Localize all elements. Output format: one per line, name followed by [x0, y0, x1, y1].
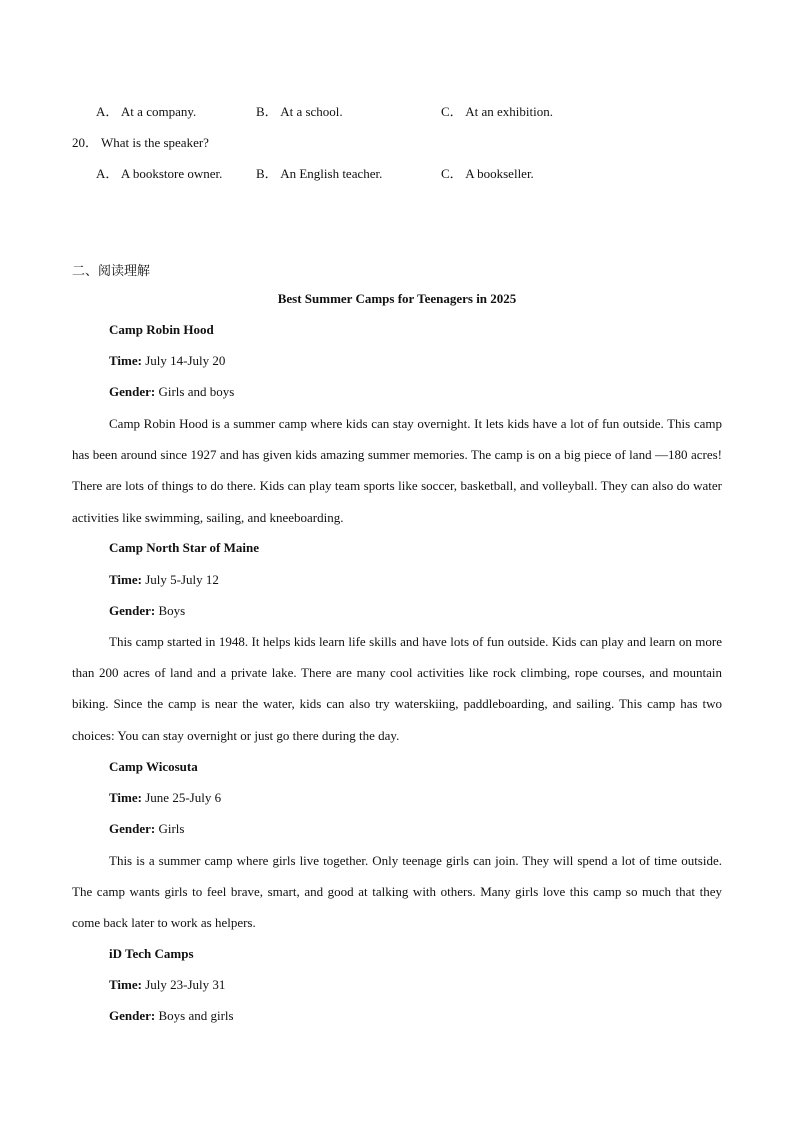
- section-heading: 二、阅读理解: [72, 264, 151, 279]
- time-label: Time:: [109, 353, 142, 368]
- camp-name: iD Tech Camps: [109, 946, 194, 961]
- time-label: Time:: [109, 790, 142, 805]
- article-title: Best Summer Camps for Teenagers in 2025: [277, 291, 517, 306]
- q19-option-c: C． At an exhibition.: [441, 104, 553, 119]
- gender-label: Gender:: [109, 384, 156, 399]
- gender-label: Gender:: [109, 1008, 156, 1023]
- q19-option-b: B． At a school.: [256, 104, 343, 119]
- camp-time: [109, 353, 225, 369]
- camp-description: Camp Robin Hood is a summer camp where kids can stay overnight. It lets kids have a lot of fun outside. This camp has been around since 1927 and has given kids amazing summer memories. The camp is on a big piece of land —180 acres! There are lots of things to do there. Kids can play team sports like soccer, basketball, and volleyball. They can also do water activities like swimming, sailing, and kneeboarding.: [72, 416, 722, 525]
- gender-value: Girls: [155, 821, 185, 836]
- camp-description: This camp started in 1948. It helps kids learn life skills and have lots of fun outside. Kids can play and learn on more than 200 acres of land and a private lake. There are many cool activities like rock climbing, rope courses, and mountain biking. Since the camp is near the water, kids can also try waterskiing, paddleboarding, and sailing. This camp has two choices: You can stay overnight or just go there during the day.: [72, 634, 722, 743]
- camp-name: Camp Wicosuta: [109, 759, 198, 774]
- camp-gender: [109, 821, 184, 837]
- camp-time: [109, 572, 219, 588]
- q20-option-b: B． An English teacher.: [256, 166, 383, 181]
- camp-name: Camp North Star of Maine: [109, 540, 259, 555]
- gender-label: Gender:: [109, 821, 156, 836]
- gender-value: Boys: [155, 603, 186, 618]
- time-label: Time:: [109, 572, 142, 587]
- q20-option-c: C． A bookseller.: [441, 166, 534, 181]
- camp-gender: [109, 603, 185, 619]
- q20-stem: 20． What is the speaker?: [72, 135, 209, 150]
- time-label: Time:: [109, 977, 142, 992]
- camp-gender: [109, 384, 234, 400]
- camp-name: Camp Robin Hood: [109, 322, 214, 337]
- camp-description: This is a summer camp where girls live together. Only teenage girls can join. They will spend a lot of time outside. The camp wants girls to feel brave, smart, and good at talking with others. Many girls love this camp so much that they come back later to work as helpers.: [72, 853, 722, 931]
- gender-value: Boys and girls: [155, 1008, 234, 1023]
- time-value: July 14-July 20: [141, 353, 226, 368]
- camp-time: [109, 977, 225, 993]
- q19-option-a: A． At a company.: [96, 104, 197, 119]
- time-value: July 23-July 31: [141, 977, 226, 992]
- gender-label: Gender:: [109, 603, 156, 618]
- time-value: June 25-July 6: [141, 790, 222, 805]
- camp-time: [109, 790, 221, 806]
- camp-gender: [109, 1008, 234, 1024]
- gender-value: Girls and boys: [155, 384, 235, 399]
- time-value: July 5-July 12: [141, 572, 219, 587]
- q20-option-a: A． A bookstore owner.: [96, 166, 223, 181]
